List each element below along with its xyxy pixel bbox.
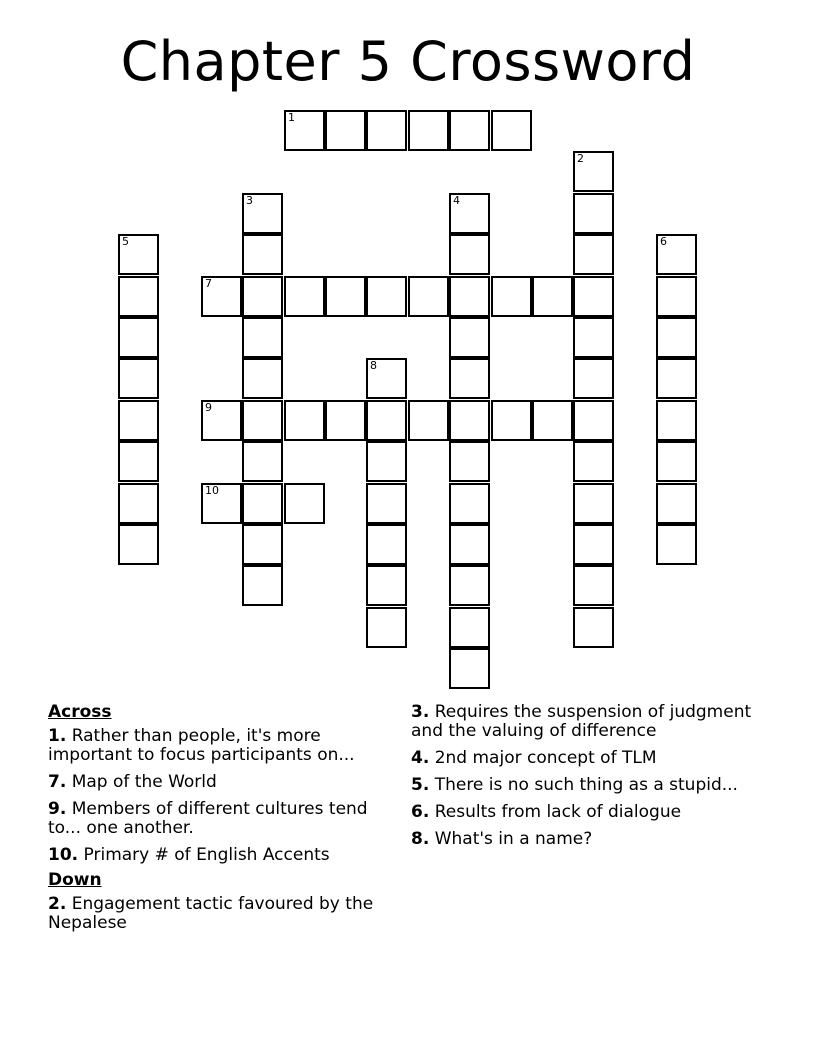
clue-number-label: 1: [288, 111, 295, 124]
clue-text: Primary # of English Accents: [83, 845, 330, 865]
clue-number: 10.: [48, 845, 79, 865]
clue-number-label: 7: [205, 277, 212, 290]
clue-down-8: [411, 830, 761, 849]
grid-cell[interactable]: [532, 276, 573, 317]
grid-cell[interactable]: [449, 400, 490, 441]
grid-cell[interactable]: [242, 483, 283, 524]
grid-cell[interactable]: [118, 441, 159, 482]
clue-number: 6.: [411, 802, 430, 822]
grid-cell[interactable]: [366, 400, 407, 441]
clue-down-4: [411, 749, 761, 768]
grid-cell[interactable]: [449, 565, 490, 606]
clue-number: 8.: [411, 829, 430, 849]
grid-cell[interactable]: [532, 400, 573, 441]
clue-text: There is no such thing as a stupid...: [434, 775, 738, 795]
grid-cell[interactable]: [449, 193, 490, 234]
grid-cell[interactable]: [449, 234, 490, 275]
grid-cell[interactable]: [491, 110, 532, 151]
grid-cell[interactable]: [656, 358, 697, 399]
clue-number-label: 5: [122, 235, 129, 248]
grid-cell[interactable]: [366, 565, 407, 606]
grid-cell[interactable]: [118, 317, 159, 358]
clue-across-9: [48, 800, 393, 838]
clue-number-label: 3: [246, 194, 253, 207]
grid-cell[interactable]: [449, 648, 490, 689]
grid-cell[interactable]: [325, 110, 366, 151]
grid-cell[interactable]: [449, 358, 490, 399]
grid-cell[interactable]: [325, 400, 366, 441]
grid-cell[interactable]: [366, 483, 407, 524]
grid-cell[interactable]: [242, 193, 283, 234]
grid-cell[interactable]: [284, 276, 325, 317]
grid-cell[interactable]: [201, 483, 242, 524]
clue-number-label: 2: [577, 152, 584, 165]
clue-down-6: [411, 803, 761, 822]
grid-cell[interactable]: [573, 193, 614, 234]
grid-cell[interactable]: [325, 276, 366, 317]
grid-cell[interactable]: [573, 565, 614, 606]
grid-cell[interactable]: [656, 400, 697, 441]
grid-cell[interactable]: [408, 400, 449, 441]
grid-cell[interactable]: [201, 400, 242, 441]
across-heading: Across: [48, 702, 112, 722]
grid-cell[interactable]: [573, 234, 614, 275]
grid-cell[interactable]: [573, 358, 614, 399]
grid-cell[interactable]: [573, 151, 614, 192]
grid-cell[interactable]: [242, 317, 283, 358]
grid-cell[interactable]: [573, 607, 614, 648]
grid-cell[interactable]: [449, 441, 490, 482]
grid-cell[interactable]: [118, 524, 159, 565]
clue-text: Members of different cultures tend to... one another.: [48, 799, 368, 838]
grid-cell[interactable]: [118, 234, 159, 275]
grid-cell[interactable]: [408, 110, 449, 151]
grid-cell[interactable]: [284, 400, 325, 441]
clue-number-label: 4: [453, 194, 460, 207]
grid-cell[interactable]: [366, 524, 407, 565]
grid-cell[interactable]: [118, 400, 159, 441]
grid-cell[interactable]: [491, 400, 532, 441]
grid-cell[interactable]: [449, 524, 490, 565]
grid-cell[interactable]: [573, 400, 614, 441]
grid-cell[interactable]: [573, 524, 614, 565]
grid-cell[interactable]: [449, 276, 490, 317]
clue-number-label: 8: [370, 359, 377, 372]
clue-number: 3.: [411, 702, 430, 722]
clue-text: Rather than people, it's more important to focus participants on...: [48, 726, 355, 765]
grid-cell[interactable]: [408, 276, 449, 317]
grid-cell[interactable]: [118, 358, 159, 399]
clue-number: 7.: [48, 772, 67, 792]
clue-number: 1.: [48, 726, 67, 746]
down-heading: Down: [48, 870, 102, 890]
grid-cell[interactable]: [573, 441, 614, 482]
clue-number: 5.: [411, 775, 430, 795]
clues-right-column: [411, 703, 761, 857]
grid-cell[interactable]: [573, 317, 614, 358]
grid-cell[interactable]: [118, 276, 159, 317]
grid-cell[interactable]: [573, 483, 614, 524]
grid-cell[interactable]: [366, 358, 407, 399]
clue-text: Requires the suspension of judgment and the valuing of difference: [411, 702, 752, 741]
page-title: Chapter 5 Crossword: [120, 30, 696, 93]
clue-down-5: [411, 776, 761, 795]
grid-cell[interactable]: [449, 110, 490, 151]
clue-across-7: [48, 773, 393, 792]
clue-text: What's in a name?: [434, 829, 593, 849]
grid-cell[interactable]: [449, 483, 490, 524]
clue-down-2: [48, 895, 393, 933]
grid-cell[interactable]: [242, 441, 283, 482]
grid-cell[interactable]: [366, 110, 407, 151]
clue-down-3: [411, 703, 761, 741]
clue-text: Engagement tactic favoured by the Nepalese: [48, 894, 374, 933]
grid-cell[interactable]: [573, 276, 614, 317]
grid-cell[interactable]: [656, 441, 697, 482]
grid-cell[interactable]: [284, 483, 325, 524]
grid-cell[interactable]: [656, 483, 697, 524]
clue-across-10: [48, 846, 393, 865]
clue-number: 4.: [411, 748, 430, 768]
clue-text: 2nd major concept of TLM: [434, 748, 657, 768]
grid-cell[interactable]: [242, 276, 283, 317]
clue-across-1: [48, 727, 393, 765]
grid-cell[interactable]: [201, 276, 242, 317]
clue-number: 9.: [48, 799, 67, 819]
grid-cell[interactable]: [242, 358, 283, 399]
grid-cell[interactable]: [242, 234, 283, 275]
grid-cell[interactable]: [656, 234, 697, 275]
grid-cell[interactable]: [366, 276, 407, 317]
grid-cell[interactable]: [656, 317, 697, 358]
clue-text: Map of the World: [71, 772, 217, 792]
grid-cell[interactable]: [118, 483, 159, 524]
clue-text: Results from lack of dialogue: [434, 802, 682, 822]
grid-cell[interactable]: [366, 441, 407, 482]
grid-cell[interactable]: [242, 524, 283, 565]
grid-cell[interactable]: [656, 524, 697, 565]
grid-cell[interactable]: [242, 400, 283, 441]
clue-number-label: 6: [660, 235, 667, 248]
clue-number-label: 10: [205, 484, 219, 497]
grid-cell[interactable]: [491, 276, 532, 317]
grid-cell[interactable]: [449, 607, 490, 648]
grid-cell[interactable]: [449, 317, 490, 358]
grid-cell[interactable]: [242, 565, 283, 606]
clues-left-column: [48, 703, 393, 941]
grid-cell[interactable]: [656, 276, 697, 317]
clue-number: 2.: [48, 894, 67, 914]
grid-cell[interactable]: [284, 110, 325, 151]
grid-cell[interactable]: [366, 607, 407, 648]
clue-number-label: 9: [205, 401, 212, 414]
